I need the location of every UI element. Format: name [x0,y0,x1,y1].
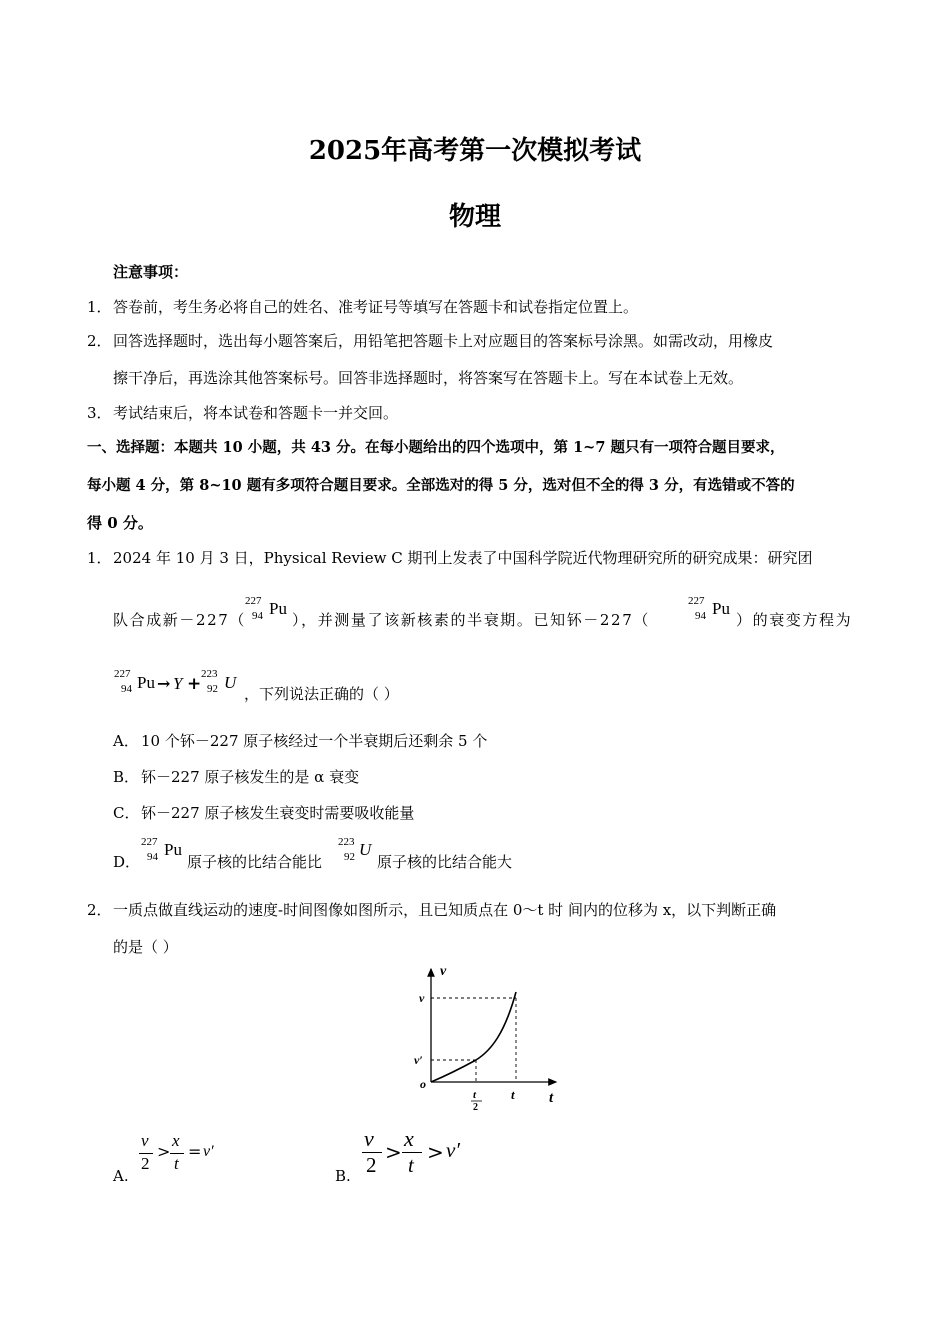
vprime-tick-label: v′ [414,1053,423,1067]
q2-b-rel: > [427,1140,444,1164]
notice-item-3-text: 考试结束后，将本试卷和答题卡一并交回。 [113,404,399,422]
velocity-time-graph [410,962,570,1112]
notice-item-2-num: 2． [87,332,112,350]
notice-item-1-text: 答卷前，考生务必将自己的姓名、准考证号等填写在答题卡和试卷指定位置上。 [113,298,639,316]
section1-line2: 每小题 4 分，第 8~10 题有多项符合题目要求。全部选对的得 5 分，选对但不全的得 3 分，有选错或不答的 [87,477,795,494]
q1-option-b-label: B． [113,768,140,786]
u-isotope-eq: 223 92 U [201,668,237,695]
pu-isotope-d: 227 94 Pu [141,836,182,863]
q2-a-frac-v2: v 2 [139,1131,155,1177]
origin-label: o [420,1077,426,1091]
q1-option-a-text: 10 个钚－227 原子核经过一个半衰期后还剩余 5 个 [141,732,488,750]
u-isotope-d: 223 92 U [338,836,372,863]
subject-title: 物理 [448,202,501,232]
half-t-denominator: 2 [473,1102,478,1112]
notice-item-2-text-cont: 擦干净后，再选涂其他答案标号。回答非选择题时，将答案写在答题卡上。写在本试卷上无效。 [113,369,744,387]
pu-isotope-1: 227 94 Pu [245,595,287,622]
velocity-curve [431,992,516,1082]
q2-a-frac-xt: x t [170,1131,186,1177]
q1-option-b-text: 钚－227 原子核发生的是 α 衰变 [141,768,360,786]
q2-num: 2． [87,901,112,919]
notice-item-3-num: 3． [87,404,112,422]
q2-b-vprime: v′ [446,1138,460,1162]
decay-arrow: → [157,674,171,693]
q1-option-c-text: 钚－227 原子核发生衰变时需要吸收能量 [141,804,415,822]
q2-a-rel: = [188,1142,202,1161]
q2-b-frac-xt: x t [402,1126,424,1178]
q2-b-gt1: > [385,1140,402,1164]
q1-line2c: ）的衰变方程为 [736,611,853,629]
half-t-numerator: t [473,1089,477,1101]
v-axis-label: v [440,964,447,979]
notice-heading: 注意事项： [113,263,189,281]
q1-num: 1． [87,549,112,567]
decay-plus: + [187,674,202,694]
q1-option-d-tail: 原子核的比结合能大 [377,853,513,871]
q1-line2b: ），并测量了该新核素的半衰期。已知钚－227（ [292,611,650,629]
q2-a-gt: > [157,1142,171,1161]
notice-item-2-text: 回答选择题时，选出每小题答案后，用铅笔把答题卡上对应题目的答案标号涂黑。如需改动，用橡皮 [113,332,774,350]
pu-isotope-eq: 227 94 Pu [114,668,155,695]
v-tick-label: v [419,991,425,1005]
q1-line1: 2024 年 10 月 3 日，Physical Review C 期刊上发表了中国科学院近代物理研究所的研究成果：研究团 [113,549,813,567]
notice-item-1-num: 1． [87,298,112,316]
t-axis-label: t [549,1090,554,1106]
q1-option-c-label: C． [113,804,140,822]
q1-line3-tail: ，下列说法正确的（ ） [244,685,399,703]
q2-line2: 的是（ ） [113,938,178,956]
t-tick-label: t [511,1087,515,1102]
q2-option-a-label: A. [113,1167,129,1185]
q2-option-b-label: B. [335,1167,351,1185]
q2-line1: 一质点做直线运动的速度-时间图像如图所示，且已知质点在 0～t 时 间内的位移为 x，以下判断正确 [113,901,777,919]
section1-line3: 得 0 分。 [87,514,153,532]
q2-a-vprime: v′ [203,1143,214,1160]
decay-product-y: Y [173,674,183,693]
q1-option-a-label: A． [113,732,139,750]
q1-line2a: 队合成新－227（ [113,611,247,629]
section1-line1: 一、选择题：本题共 10 小题，共 43 分。在每小题给出的四个选项中，第 1~7 题只有一项符合题目要求， [87,439,785,456]
q2-b-frac-v2: v 2 [362,1126,384,1178]
q1-option-d-mid: 原子核的比结合能比 [187,853,323,871]
exam-title: 2025年高考第一次模拟考试 [308,136,642,166]
q1-option-d-label: D． [113,853,141,871]
pu-isotope-2: 227 94 Pu [688,595,730,622]
